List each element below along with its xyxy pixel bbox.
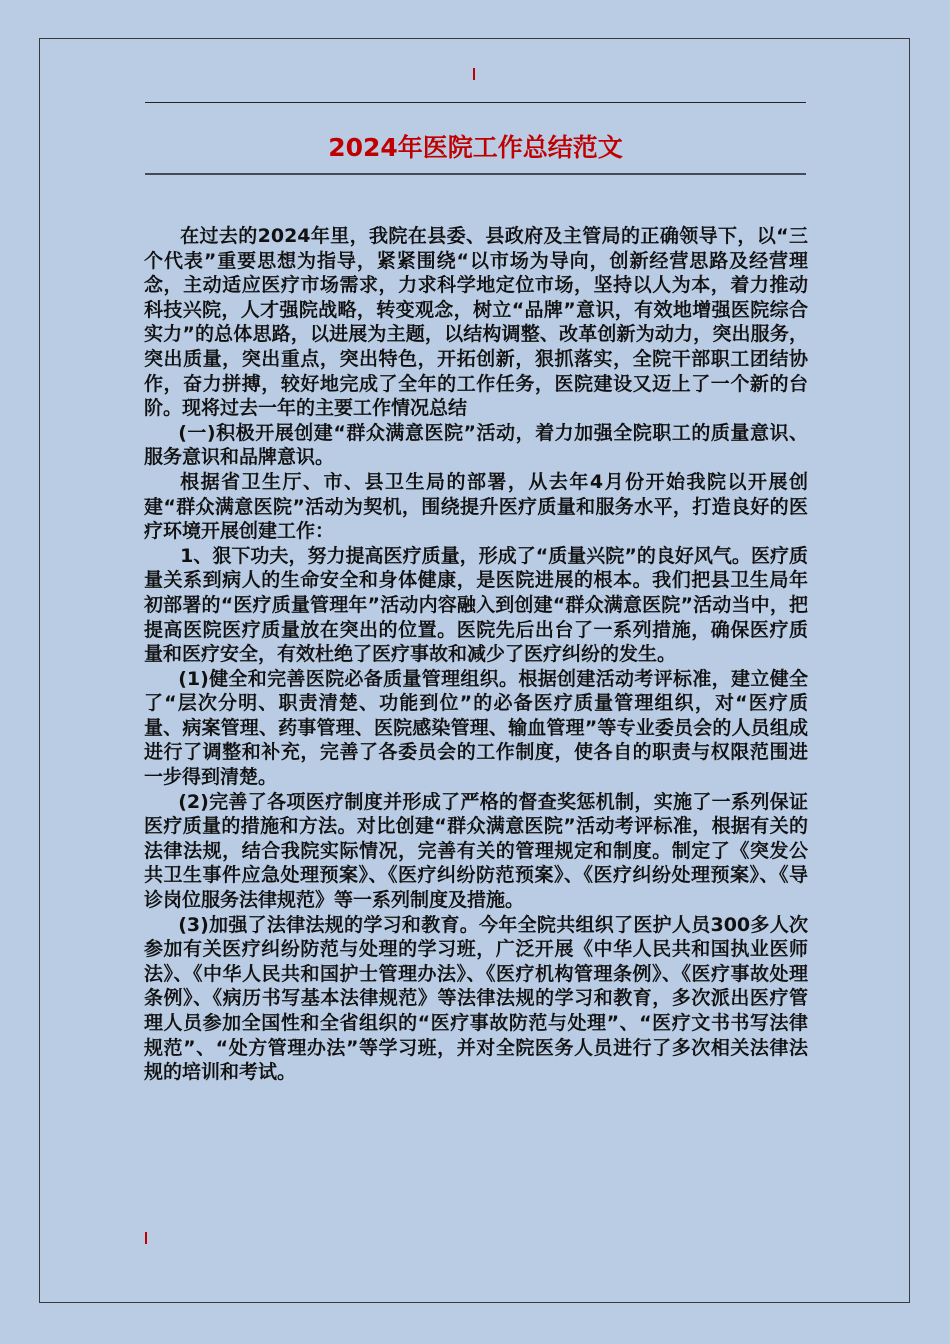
paragraph-deployment: 根据省卫生厅、市、县卫生局的部署，从去年4月份开始我院以开展创建“群众满意医院”活动为契机，围绕提升医疗质量和服务水平，打造良好的医疗环境开展创建工作：: [144, 470, 808, 543]
paragraph-item-1: 1、狠下功夫，努力提高医疗质量，形成了“质量兴院”的良好风气。医疗质量关系到病人的生命安全和身体健康，是医院进展的根本。我们把县卫生局年初部署的“医疗质量管理年”活动内容融入到创建“群众满意医院”活动当中，把提高医院医疗质量放在突出的位置。医院先后出台了一系列措施，确保医疗质量和医疗安全，有效杜绝了医疗事故和减少了医疗纠纷的发生。: [144, 544, 808, 666]
footer-cursor-mark: [145, 1232, 147, 1244]
paragraph-section-1-heading: (一)积极开展创建“群众满意医院”活动，着力加强全院职工的质量意识、服务意识和品牌意识。: [144, 421, 808, 469]
document-body: [144, 224, 808, 1085]
paragraph-subitem-3: (3)加强了法律法规的学习和教育。今年全院共组织了医护人员300多人次参加有关医疗纠纷防范与处理的学习班，广泛开展《中华人民共和国执业医师法》、《中华人民共和国护士管理办法》、《医疗机构管理条例》、《医疗事故处理条例》、《病历书写基本法律规范》等法律法规的学习和教育，多次派出医疗管理人员参加全国性和全省组织的“医疗事故防范与处理”、“医疗文书书写法律规范”、“处方管理办法”等学习班，并对全院医务人员进行了多次相关法律法规的培训和考试。: [144, 913, 808, 1084]
title-underline: [145, 173, 806, 175]
paragraph-subitem-1: (1)健全和完善医院必备质量管理组织。根据创建活动考评标准，建立健全了“层次分明、职责清楚、功能到位”的必备医疗质量管理组织，对“医疗质量、病案管理、药事管理、医院感染管理、输血管理”等专业委员会的人员组成进行了调整和补充，完善了各委员会的工作制度，使各自的职责与权限范围进一步得到清楚。: [144, 667, 808, 789]
paragraph-intro: 在过去的2024年里，我院在县委、县政府及主管局的正确领导下，以“三个代表”重要思想为指导，紧紧围绕“以市场为导向，创新经营思路及经营理念，主动适应医疗市场需求，力求科学地定位市场，坚持以人为本，着力推动科技兴院，人才强院战略，转变观念，树立“品牌”意识，有效地增强医院综合实力”的总体思路，以进展为主题，以结构调整、改革创新为动力，突出服务，突出质量，突出重点，突出特色，开拓创新，狠抓落实，全院干部职工团结协作，奋力拼搏，较好地完成了全年的工作任务，医院建设又迈上了一个新的台阶。现将过去一年的主要工作情况总结: [144, 225, 808, 420]
paragraph-subitem-2: (2)完善了各项医疗制度并形成了严格的督查奖惩机制，实施了一系列保证医疗质量的措施和方法。对比创建“群众满意医院”活动考评标准，根据有关的法律法规，结合我院实际情况，完善有关的管理规定和制度。制定了《突发公共卫生事件应急处理预案》、《医疗纠纷防范预案》、《医疗纠纷处理预案》、《导诊岗位服务法律规范》等一系列制度及措施。: [144, 790, 808, 912]
header-rule: [145, 102, 806, 103]
document-title: 2024年医院工作总结范文: [328, 133, 623, 162]
header-cursor-mark: [473, 68, 475, 80]
